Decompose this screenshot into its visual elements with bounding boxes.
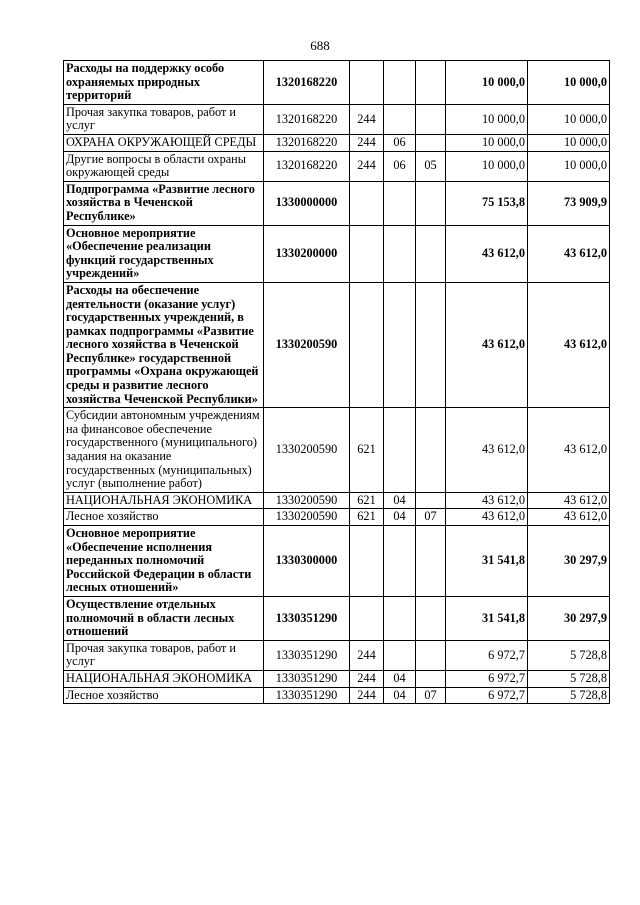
amount-year-1: 6 972,7	[446, 670, 528, 687]
item-name: Расходы на поддержку особо охраняемых природных территорий	[64, 61, 264, 105]
table-row	[64, 181, 610, 225]
section-code: 04	[384, 670, 416, 687]
section-code: 06	[384, 151, 416, 181]
item-name: Осуществление отдельных полномочий в области лесных отношений	[64, 596, 264, 640]
expense-type-code: 621	[350, 408, 384, 493]
subsection-code	[416, 526, 446, 597]
amount-year-2: 10 000,0	[528, 151, 610, 181]
amount-year-2: 10 000,0	[528, 61, 610, 105]
target-article-code: 1330200590	[264, 492, 350, 509]
section-code	[384, 596, 416, 640]
amount-year-1: 43 612,0	[446, 282, 528, 407]
table-row	[64, 225, 610, 282]
item-name: Субсидии автономным учреждениям на финансовое обеспечение государственного (муниципального) задания на оказание государственных (муниципальных) услуг (выполнение работ)	[64, 408, 264, 493]
section-code	[384, 225, 416, 282]
amount-year-1: 6 972,7	[446, 640, 528, 670]
amount-year-1: 75 153,8	[446, 181, 528, 225]
item-name: Подпрограмма «Развитие лесного хозяйства в Чеченской Республике»	[64, 181, 264, 225]
amount-year-2: 5 728,8	[528, 687, 610, 704]
expense-type-code: 621	[350, 509, 384, 526]
item-name: Расходы на обеспечение деятельности (оказание услуг) государственных учреждений, в рамках подпрограммы «Развитие лесного хозяйства в Чеченской Республике» государственной программы «Охрана окружающей среды и развитие лесного хозяйства Чеченской Республики»	[64, 282, 264, 407]
table-row	[64, 134, 610, 151]
table-row	[64, 282, 610, 407]
amount-year-1: 10 000,0	[446, 151, 528, 181]
amount-year-2: 30 297,9	[528, 526, 610, 597]
amount-year-2: 43 612,0	[528, 509, 610, 526]
section-code	[384, 282, 416, 407]
amount-year-2: 43 612,0	[528, 282, 610, 407]
subsection-code: 05	[416, 151, 446, 181]
expense-type-code	[350, 526, 384, 597]
item-name: НАЦИОНАЛЬНАЯ ЭКОНОМИКА	[64, 670, 264, 687]
section-code	[384, 104, 416, 134]
subsection-code	[416, 134, 446, 151]
subsection-code	[416, 104, 446, 134]
subsection-code	[416, 640, 446, 670]
table-row	[64, 104, 610, 134]
amount-year-1: 43 612,0	[446, 225, 528, 282]
expense-type-code	[350, 61, 384, 105]
expense-type-code: 244	[350, 134, 384, 151]
target-article-code: 1330200590	[264, 282, 350, 407]
budget-table	[63, 60, 610, 704]
expense-type-code: 244	[350, 687, 384, 704]
amount-year-1: 31 541,8	[446, 596, 528, 640]
subsection-code	[416, 181, 446, 225]
table-row	[64, 492, 610, 509]
target-article-code: 1330300000	[264, 526, 350, 597]
target-article-code: 1330351290	[264, 596, 350, 640]
section-code	[384, 526, 416, 597]
section-code	[384, 640, 416, 670]
amount-year-1: 43 612,0	[446, 509, 528, 526]
subsection-code	[416, 282, 446, 407]
item-name: Прочая закупка товаров, работ и услуг	[64, 104, 264, 134]
section-code: 04	[384, 492, 416, 509]
item-name: Основное мероприятие «Обеспечение исполнения переданных полномочий Российской Федерации в области лесных отношений»	[64, 526, 264, 597]
amount-year-1: 6 972,7	[446, 687, 528, 704]
target-article-code: 1330200590	[264, 509, 350, 526]
target-article-code: 1320168220	[264, 104, 350, 134]
page-number: 688	[310, 38, 330, 53]
amount-year-1: 10 000,0	[446, 134, 528, 151]
amount-year-1: 10 000,0	[446, 61, 528, 105]
amount-year-1: 10 000,0	[446, 104, 528, 134]
item-name: Другие вопросы в области охраны окружающей среды	[64, 151, 264, 181]
section-code	[384, 181, 416, 225]
target-article-code: 1330351290	[264, 670, 350, 687]
amount-year-2: 43 612,0	[528, 225, 610, 282]
expense-type-code: 244	[350, 151, 384, 181]
table-row	[64, 61, 610, 105]
table-row	[64, 640, 610, 670]
item-name: Прочая закупка товаров, работ и услуг	[64, 640, 264, 670]
amount-year-1: 31 541,8	[446, 526, 528, 597]
target-article-code: 1330351290	[264, 640, 350, 670]
amount-year-2: 10 000,0	[528, 134, 610, 151]
expense-type-code	[350, 181, 384, 225]
amount-year-2: 73 909,9	[528, 181, 610, 225]
target-article-code: 1320168220	[264, 134, 350, 151]
subsection-code	[416, 492, 446, 509]
subsection-code	[416, 225, 446, 282]
target-article-code: 1330200590	[264, 408, 350, 493]
subsection-code	[416, 61, 446, 105]
amount-year-2: 5 728,8	[528, 640, 610, 670]
amount-year-2: 30 297,9	[528, 596, 610, 640]
subsection-code: 07	[416, 687, 446, 704]
target-article-code: 1330200000	[264, 225, 350, 282]
table-row	[64, 408, 610, 493]
subsection-code	[416, 670, 446, 687]
item-name: Лесное хозяйство	[64, 687, 264, 704]
expense-type-code	[350, 282, 384, 407]
expense-type-code: 244	[350, 640, 384, 670]
amount-year-2: 10 000,0	[528, 104, 610, 134]
expense-type-code: 621	[350, 492, 384, 509]
section-code	[384, 408, 416, 493]
table-row	[64, 687, 610, 704]
item-name: ОХРАНА ОКРУЖАЮЩЕЙ СРЕДЫ	[64, 134, 264, 151]
item-name: Основное мероприятие «Обеспечение реализации функций государственных учреждений»	[64, 225, 264, 282]
subsection-code	[416, 408, 446, 493]
section-code: 04	[384, 687, 416, 704]
target-article-code: 1320168220	[264, 61, 350, 105]
table-row	[64, 596, 610, 640]
amount-year-2: 43 612,0	[528, 408, 610, 493]
item-name: Лесное хозяйство	[64, 509, 264, 526]
subsection-code: 07	[416, 509, 446, 526]
section-code: 04	[384, 509, 416, 526]
table-row	[64, 670, 610, 687]
section-code: 06	[384, 134, 416, 151]
table-row	[64, 151, 610, 181]
expense-type-code	[350, 225, 384, 282]
target-article-code: 1330000000	[264, 181, 350, 225]
item-name: НАЦИОНАЛЬНАЯ ЭКОНОМИКА	[64, 492, 264, 509]
amount-year-1: 43 612,0	[446, 408, 528, 493]
expense-type-code: 244	[350, 104, 384, 134]
expense-type-code	[350, 596, 384, 640]
amount-year-2: 5 728,8	[528, 670, 610, 687]
expense-type-code: 244	[350, 670, 384, 687]
section-code	[384, 61, 416, 105]
target-article-code: 1320168220	[264, 151, 350, 181]
amount-year-2: 43 612,0	[528, 492, 610, 509]
table-row	[64, 509, 610, 526]
amount-year-1: 43 612,0	[446, 492, 528, 509]
target-article-code: 1330351290	[264, 687, 350, 704]
table-row	[64, 526, 610, 597]
subsection-code	[416, 596, 446, 640]
